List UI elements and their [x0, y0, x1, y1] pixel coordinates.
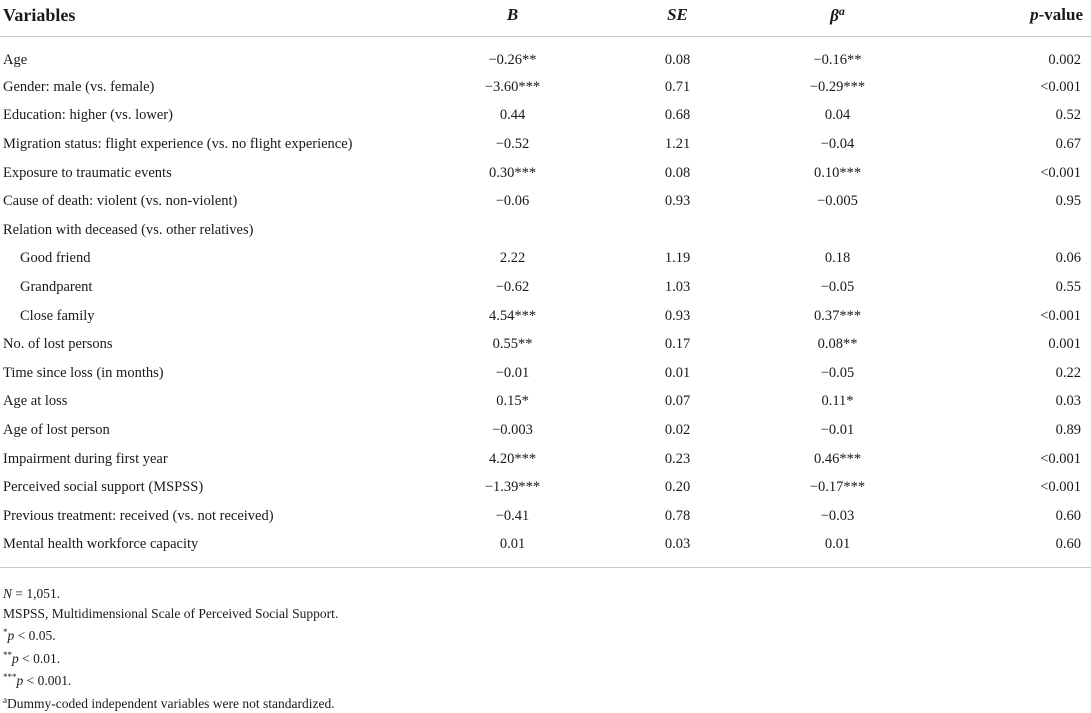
table-row	[0, 102, 1091, 131]
row-label: Cause of death: violent (vs. non-violent)	[0, 187, 430, 216]
note-sig-001-rest: < 0.001.	[23, 673, 71, 688]
cell-beta: 0.11*	[760, 388, 920, 417]
table-row	[0, 245, 1091, 274]
cell-beta	[760, 216, 920, 245]
cell-p: 0.60	[920, 502, 1091, 531]
cell-p: <0.001	[920, 159, 1091, 188]
cell-se: 0.03	[600, 531, 760, 568]
table-body	[0, 37, 1091, 568]
header-beta	[760, 0, 920, 37]
cell-beta: 0.18	[760, 245, 920, 274]
note-sig-01-rest: < 0.01.	[19, 651, 60, 666]
cell-b: 0.55**	[430, 330, 600, 359]
row-label: Grandparent	[0, 273, 430, 302]
cell-p: 0.03	[920, 388, 1091, 417]
table-row	[0, 273, 1091, 302]
cell-b: 0.01	[430, 531, 600, 568]
cell-se: 1.21	[600, 130, 760, 159]
cell-b: −0.003	[430, 416, 600, 445]
cell-p: 0.001	[920, 330, 1091, 359]
cell-beta: −0.05	[760, 273, 920, 302]
cell-beta: −0.05	[760, 359, 920, 388]
table-row	[0, 187, 1091, 216]
row-label: Time since loss (in months)	[0, 359, 430, 388]
note-sig-05-rest: < 0.05.	[14, 628, 55, 643]
note-sig-01	[3, 646, 1083, 669]
row-label: Impairment during first year	[0, 445, 430, 474]
cell-b: 4.54***	[430, 302, 600, 331]
cell-beta: 0.01	[760, 531, 920, 568]
cell-b: 0.30***	[430, 159, 600, 188]
table-row	[0, 130, 1091, 159]
cell-se: 0.78	[600, 502, 760, 531]
cell-p: 0.60	[920, 531, 1091, 568]
header-se: SE	[600, 0, 760, 37]
cell-p: 0.89	[920, 416, 1091, 445]
row-label: Age of lost person	[0, 416, 430, 445]
table-row	[0, 359, 1091, 388]
cell-beta: 0.37***	[760, 302, 920, 331]
cell-se: 0.23	[600, 445, 760, 474]
note-dummy-mark: a	[3, 695, 7, 705]
cell-b: 0.15*	[430, 388, 600, 417]
cell-beta: −0.17***	[760, 473, 920, 502]
note-sig-05	[3, 623, 1083, 646]
note-sig-01-p: p	[12, 651, 19, 666]
table-row	[0, 531, 1091, 568]
cell-b: 2.22	[430, 245, 600, 274]
cell-beta: −0.005	[760, 187, 920, 216]
table-row	[0, 73, 1091, 102]
header-variables: Variables	[0, 0, 430, 37]
cell-b: −0.62	[430, 273, 600, 302]
cell-p: <0.001	[920, 473, 1091, 502]
note-sig-001	[3, 668, 1083, 691]
row-label: Previous treatment: received (vs. not received)	[0, 502, 430, 531]
note-sig-001-mark: ***	[3, 672, 17, 682]
cell-b: −3.60***	[430, 73, 600, 102]
cell-p: 0.67	[920, 130, 1091, 159]
cell-se: 0.01	[600, 359, 760, 388]
cell-p: 0.002	[920, 37, 1091, 74]
row-label: Close family	[0, 302, 430, 331]
note-n-italic: N	[3, 586, 12, 601]
table-row-group-header	[0, 216, 1091, 245]
row-label: Migration status: flight experience (vs. no flight experience)	[0, 130, 430, 159]
cell-beta: −0.04	[760, 130, 920, 159]
cell-b: −0.06	[430, 187, 600, 216]
cell-beta: −0.03	[760, 502, 920, 531]
cell-b: −0.52	[430, 130, 600, 159]
header-p-italic: p	[1030, 5, 1039, 24]
cell-beta: −0.16**	[760, 37, 920, 74]
note-mspss: MSPSS, Multidimensional Scale of Perceived Social Support.	[3, 604, 1083, 624]
cell-se: 1.19	[600, 245, 760, 274]
cell-beta: 0.04	[760, 102, 920, 131]
cell-b: −0.26**	[430, 37, 600, 74]
cell-se	[600, 216, 760, 245]
table-row	[0, 37, 1091, 74]
row-label: Perceived social support (MSPSS)	[0, 473, 430, 502]
cell-se: 0.93	[600, 302, 760, 331]
cell-beta: 0.08**	[760, 330, 920, 359]
cell-p: 0.22	[920, 359, 1091, 388]
cell-p	[920, 216, 1091, 245]
row-label: Good friend	[0, 245, 430, 274]
row-label: Mental health workforce capacity	[0, 531, 430, 568]
table-row	[0, 159, 1091, 188]
cell-beta: −0.29***	[760, 73, 920, 102]
table-row	[0, 416, 1091, 445]
cell-b: 0.44	[430, 102, 600, 131]
header-beta-superscript: a	[839, 4, 845, 18]
cell-beta: 0.10***	[760, 159, 920, 188]
cell-p: 0.06	[920, 245, 1091, 274]
header-b: B	[430, 0, 600, 37]
row-label: Gender: male (vs. female)	[0, 73, 430, 102]
row-label: Exposure to traumatic events	[0, 159, 430, 188]
table-row	[0, 445, 1091, 474]
row-label: Education: higher (vs. lower)	[0, 102, 430, 131]
cell-b: −0.01	[430, 359, 600, 388]
header-beta-symbol: β	[830, 6, 839, 25]
cell-b: −0.41	[430, 502, 600, 531]
cell-se: 1.03	[600, 273, 760, 302]
table-row	[0, 473, 1091, 502]
cell-p: 0.95	[920, 187, 1091, 216]
table-row	[0, 388, 1091, 417]
row-label: No. of lost persons	[0, 330, 430, 359]
header-p-rest: -value	[1039, 5, 1083, 24]
cell-se: 0.08	[600, 159, 760, 188]
cell-b: 4.20***	[430, 445, 600, 474]
cell-se: 0.17	[600, 330, 760, 359]
cell-se: 0.20	[600, 473, 760, 502]
row-label: Age at loss	[0, 388, 430, 417]
cell-beta: −0.01	[760, 416, 920, 445]
table-row	[0, 502, 1091, 531]
cell-se: 0.93	[600, 187, 760, 216]
header-row	[0, 0, 1091, 37]
note-sig-001-p: p	[17, 673, 24, 688]
cell-p: <0.001	[920, 73, 1091, 102]
header-p-value	[920, 0, 1091, 37]
row-label: Relation with deceased (vs. other relatives)	[0, 216, 430, 245]
cell-se: 0.68	[600, 102, 760, 131]
table-row	[0, 330, 1091, 359]
cell-beta: 0.46***	[760, 445, 920, 474]
cell-b: −1.39***	[430, 473, 600, 502]
note-n-rest: = 1,051.	[12, 586, 60, 601]
cell-se: 0.08	[600, 37, 760, 74]
table-row	[0, 302, 1091, 331]
cell-p: <0.001	[920, 445, 1091, 474]
row-label: Age	[0, 37, 430, 74]
table-header	[0, 0, 1091, 37]
cell-p: 0.52	[920, 102, 1091, 131]
cell-p: 0.55	[920, 273, 1091, 302]
cell-se: 0.07	[600, 388, 760, 417]
note-sig-01-mark: **	[3, 650, 12, 660]
note-dummy-coded	[3, 691, 1083, 713]
note-sig-05-mark: *	[3, 627, 8, 637]
cell-se: 0.02	[600, 416, 760, 445]
note-sig-05-p: p	[8, 628, 15, 643]
table-notes	[3, 584, 1083, 713]
note-sample-size	[3, 584, 1083, 604]
note-dummy-text: Dummy-coded independent variables were not standardized.	[7, 696, 335, 711]
cell-p: <0.001	[920, 302, 1091, 331]
cell-se: 0.71	[600, 73, 760, 102]
cell-b	[430, 216, 600, 245]
